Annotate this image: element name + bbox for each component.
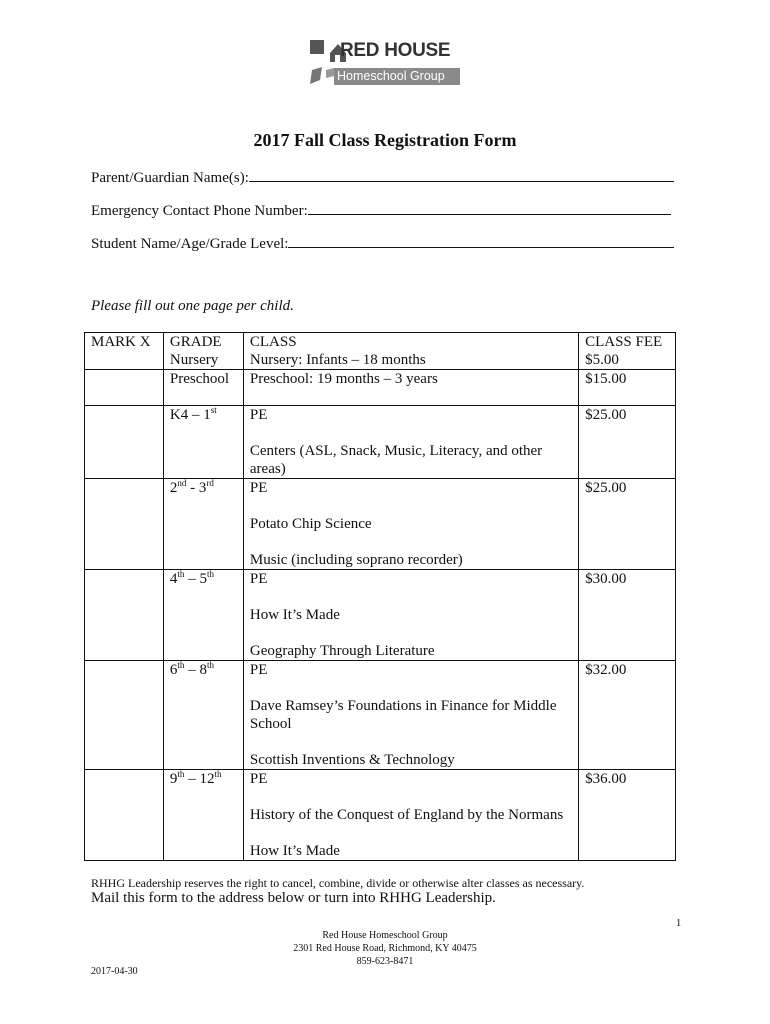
fee-cell: [579, 770, 676, 861]
class-entry: Potato Chip Science: [249, 516, 372, 532]
grade-label: 9: [169, 771, 178, 787]
class-entry: History of the Conquest of England by the Normans: [249, 807, 564, 823]
class-entry: How It’s Made: [249, 607, 340, 623]
class-cell: [243, 770, 578, 861]
grade-cell: [163, 370, 243, 406]
class-spacer: [250, 533, 572, 551]
grade-ordinal: th: [177, 769, 185, 779]
class-entry: Music (including soprano recorder): [249, 552, 463, 568]
grade-ordinal: nd: [177, 478, 187, 488]
class-entry: PE: [249, 571, 268, 587]
mark-cell[interactable]: [85, 370, 164, 406]
table-row: [85, 370, 676, 406]
table-row: [85, 479, 676, 570]
class-spacer: [250, 497, 572, 515]
grade-ordinal: th: [177, 569, 185, 579]
logo-subtitle: Homeschool Group: [334, 68, 460, 85]
header-mark: [85, 333, 164, 370]
table-row: [85, 406, 676, 479]
fee-value: $25.00: [585, 480, 627, 496]
class-cell: [243, 406, 578, 479]
class-cell: [243, 661, 578, 770]
class-spacer: [250, 424, 572, 442]
header-grade-label: GRADE: [169, 334, 222, 350]
header-grade: [163, 333, 243, 370]
grade-label: 2: [169, 480, 178, 496]
grade-cell: [163, 479, 243, 570]
grade-cell: [163, 661, 243, 770]
table-row: [85, 770, 676, 861]
footnote: RHHG Leadership reserves the right to cancel, combine, divide or otherwise alter classes as necessary.: [91, 876, 585, 890]
class-entry: PE: [249, 480, 268, 496]
fee-cell: [579, 370, 676, 406]
address-street: 2301 Red House Road, Richmond, KY 40475: [293, 943, 477, 954]
class-spacer: [250, 679, 572, 697]
class-entry: Nursery: Infants – 18 months: [249, 352, 426, 368]
class-spacer: [250, 788, 572, 806]
class-cell: [243, 370, 578, 406]
page-number: 1: [676, 918, 682, 929]
class-entry: PE: [249, 407, 268, 423]
grade-label: K4 – 1: [169, 407, 211, 423]
header-class: [243, 333, 578, 370]
grade-label: – 5: [184, 571, 207, 587]
header-fee: [579, 333, 676, 370]
fee-value: $32.00: [585, 662, 627, 678]
mark-cell[interactable]: [85, 406, 164, 479]
document-date: 2017-04-30: [91, 966, 138, 977]
class-spacer: [250, 824, 572, 842]
grade-ordinal: st: [210, 405, 217, 415]
grade-cell: [163, 770, 243, 861]
address-org: Red House Homeschool Group: [322, 930, 448, 941]
mail-note: Mail this form to the address below or turn into RHHG Leadership.: [91, 890, 496, 906]
mark-cell[interactable]: [85, 479, 164, 570]
header-fee-label: CLASS FEE: [585, 334, 663, 350]
class-entry: Scottish Inventions & Technology: [249, 752, 455, 768]
grade-label: Nursery: [169, 352, 219, 368]
grade-label: 4: [169, 571, 178, 587]
grade-ordinal: rd: [206, 478, 214, 488]
field-blank-line[interactable]: [308, 200, 671, 215]
fee-value: $36.00: [585, 771, 627, 787]
class-entry: How It’s Made: [249, 843, 340, 859]
fee-value: $30.00: [585, 571, 627, 587]
logo-name: RED HOUSE: [340, 40, 451, 61]
grade-label: 6: [169, 662, 178, 678]
grade-ordinal: th: [206, 660, 214, 670]
mark-cell[interactable]: [85, 661, 164, 770]
mark-cell[interactable]: [85, 770, 164, 861]
fee-value: $25.00: [585, 407, 627, 423]
fee-value: $15.00: [585, 371, 627, 387]
class-entry: PE: [249, 771, 268, 787]
student-info-field[interactable]: [91, 233, 674, 253]
field-label: Emergency Contact Phone Number:: [91, 203, 308, 219]
fee-cell: [579, 661, 676, 770]
fee-cell: [579, 570, 676, 661]
class-cell: [243, 479, 578, 570]
fee-value: $5.00: [585, 352, 619, 368]
mark-cell[interactable]: [85, 570, 164, 661]
table-header-row: [85, 333, 676, 370]
class-entry: Centers (ASL, Snack, Music, Literacy, and other areas): [249, 443, 543, 477]
grade-cell: [163, 406, 243, 479]
grade-label: – 8: [184, 662, 207, 678]
field-label: Parent/Guardian Name(s):: [91, 170, 249, 186]
grade-ordinal: th: [206, 569, 214, 579]
grade-label: Preschool: [169, 371, 230, 387]
fee-cell: [579, 479, 676, 570]
field-blank-line[interactable]: [249, 167, 674, 182]
table-row: [85, 570, 676, 661]
class-entry: Geography Through Literature: [249, 643, 435, 659]
class-spacer: [250, 588, 572, 606]
registration-table: [84, 332, 676, 861]
fee-cell: [579, 406, 676, 479]
parent-guardian-field[interactable]: [91, 167, 674, 187]
grade-cell: [163, 570, 243, 661]
form-title: 2017 Fall Class Registration Form: [253, 130, 517, 150]
grade-label: - 3: [186, 480, 207, 496]
class-entry: Preschool: 19 months – 3 years: [249, 371, 438, 387]
emergency-phone-field[interactable]: [91, 200, 671, 220]
class-spacer: [250, 733, 572, 751]
class-spacer: [250, 624, 572, 642]
grade-ordinal: th: [177, 660, 185, 670]
header-class-label: CLASS: [249, 334, 297, 350]
grade-label: – 12: [184, 771, 215, 787]
class-entry: Dave Ramsey’s Foundations in Finance for Middle School: [249, 698, 557, 732]
instruction-text: Please fill out one page per child.: [91, 298, 294, 314]
field-blank-line[interactable]: [288, 233, 674, 248]
class-entry: PE: [249, 662, 268, 678]
table-row: [85, 661, 676, 770]
class-cell: [243, 570, 578, 661]
address-phone: 859-623-8471: [356, 956, 414, 967]
header-mark-label: MARK X: [91, 334, 151, 350]
field-label: Student Name/Age/Grade Level:: [91, 236, 289, 252]
grade-ordinal: th: [214, 769, 222, 779]
